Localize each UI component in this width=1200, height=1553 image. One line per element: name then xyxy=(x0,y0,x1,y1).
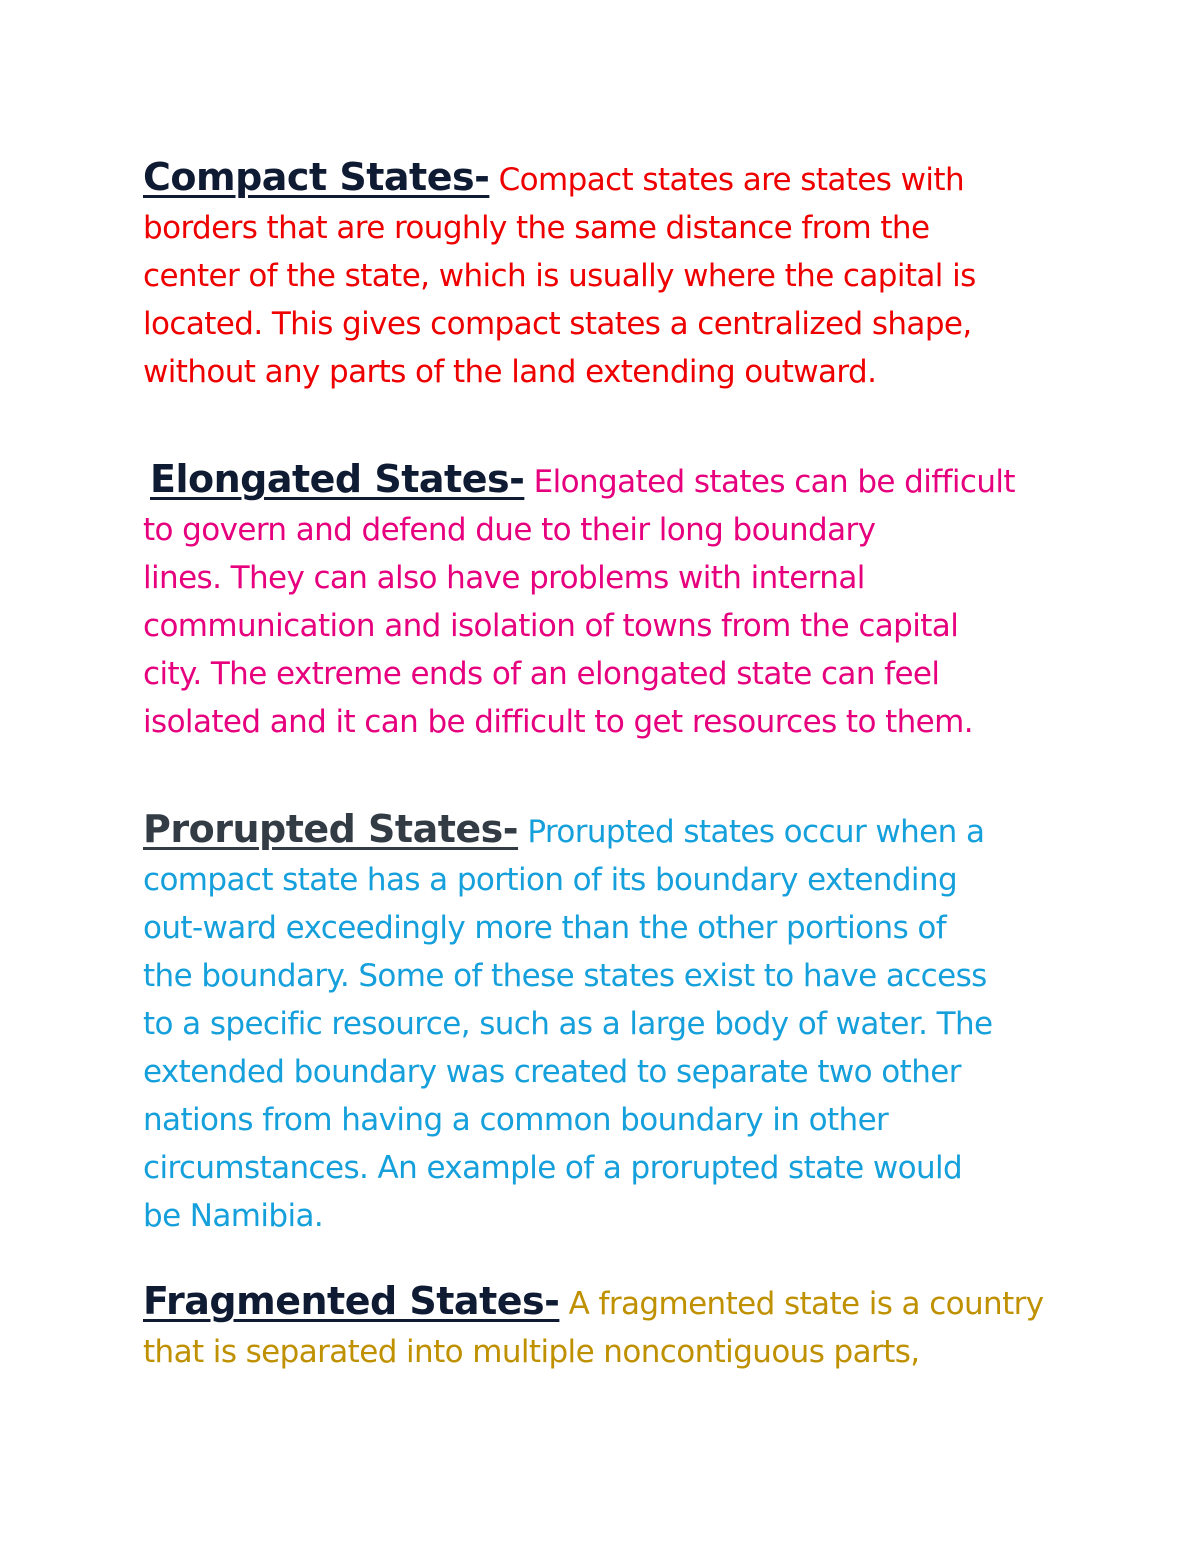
section-compact-states xyxy=(143,153,1048,396)
fragmented-states-paragraph xyxy=(143,1277,1048,1376)
term-prorupted-states: Prorupted States- xyxy=(143,807,519,851)
term-elongated-states: Elongated States- xyxy=(150,457,525,501)
prorupted-states-paragraph xyxy=(143,805,1048,1240)
compact-states-paragraph xyxy=(143,153,1048,396)
section-fragmented-states xyxy=(143,1277,1048,1376)
term-compact-states: Compact States- xyxy=(143,155,490,199)
elongated-states-paragraph xyxy=(143,455,1048,746)
definition-compact-states: Compact states are states with borders that are roughly the same distance from the center of the state, which is usually where the capital is located. This gives compact states a centralized shape, without any parts of the land extending outward. xyxy=(143,162,976,390)
definition-fragmented-states: A fragmented state is a country that is separated into multiple noncontiguous parts, xyxy=(143,1286,1044,1370)
section-prorupted-states xyxy=(143,805,1048,1240)
definition-prorupted-states: Prorupted states occur when a compact state has a portion of its boundary extending out-ward exceedingly more than the other portions of the boundary. Some of these states exist to have access to a specific resource, such as a large body of water. The extended boundary was created to separate two other nations from having a common boundary in other circumstances. An example of a prorupted state would be Namibia. xyxy=(143,814,993,1234)
term-fragmented-states: Fragmented States- xyxy=(143,1279,560,1323)
section-elongated-states xyxy=(143,455,1048,746)
definition-elongated-states: Elongated states can be difficult to govern and defend due to their long boundary lines. They can also have problems with internal communication and isolation of towns from the capital city. The extreme ends of an elongated state can feel isolated and it can be difficult to get resources to them. xyxy=(143,464,1015,740)
